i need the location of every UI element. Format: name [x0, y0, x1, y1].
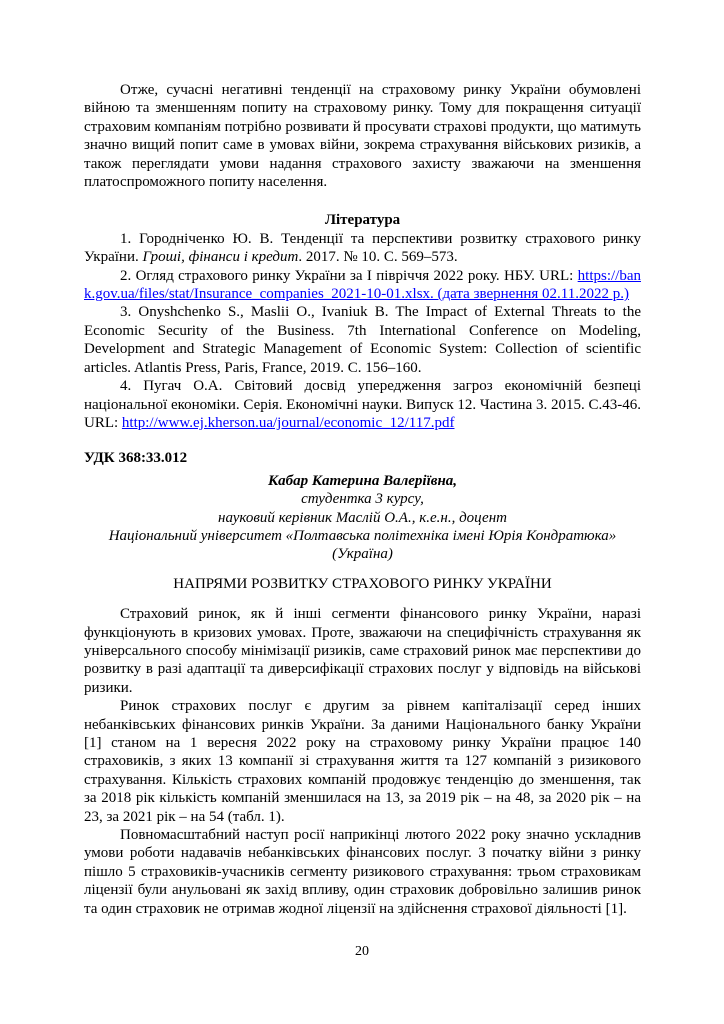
reference-item-1 — [84, 230, 641, 267]
page-content — [84, 81, 641, 918]
article-title: НАПРЯМИ РОЗВИТКУ СТРАХОВОГО РИНКУ УКРАЇНИ — [173, 575, 552, 592]
reference-1-text: 1. Городніченко Ю. В. Тенденції та перспективи розвитку страхового ринку України. — [84, 230, 641, 266]
reference-2-url-link[interactable]: https://bank.gov.ua/files/stat/Insurance_companies_2021-10-01.xlsx. (дата звернення 02.11.2022 р.) — [84, 267, 641, 303]
reference-1-journal-title: Гроші, фінанси і кредит — [142, 249, 299, 266]
body-paragraph-2: Ринок страхових послуг є другим за рівнем капіталізації серед інших небанківських фінансових ринків України. За даними Національного банку України [1] станом на 1 вересня 2022 року на страховому ринку України працює 140 страховиків, з яких 13 компанії зі страхування життя та 127 компаній з ризикового страхування. Кількість страхових компаній продовжує тенденцію до зменшення, так за 2018 рік кількість компаній зменшилася на 13, за 2019 рік – на 48, за 2020 рік – на 23, за 2021 рік – на 54 (табл. 1). — [84, 698, 641, 825]
reference-1-tail: . 2017. № 10. С. 569–573. — [298, 249, 458, 266]
reference-4-text: 4. Пугач О.А. Світовий досвід упередження загроз економічній безпеці національної економіки. Серія. Економічні науки. Випуск 12. Частина 3. 2015. С.43-46. URL: — [84, 378, 641, 431]
body-paragraph-1: Страховий ринок, як й інші сегменти фінансового ринку України, наразі функціонують в кризових умовах. Проте, зважаючи на специфічність страхування як універсального способу мінімізації ризиків, саме страховий ринок має перспективи до розвитку в разі адаптації та диверсифікації страхових послуг у відповідь на військові ризики. — [84, 606, 641, 696]
author-role: студентка 3 курсу, — [301, 491, 424, 508]
intro-paragraph: Отже, сучасні негативні тенденції на страховому ринку України обумовлені війною та зменшенням попиту на страховому ринку. Тому для покращення ситуації страховим компаніям потрібно розвивати й просувати страхові продукти, що матимуть значно вищий попит саме в умовах війни, зокрема страхування військових ризиків, а також переглядати умови надання страхового захисту зважаючи на зменшення платоспроможного попиту населення. — [84, 82, 641, 191]
reference-item-2 — [84, 267, 641, 304]
author-name: Кабар Катерина Валеріївна, — [267, 472, 458, 489]
page-number: 20 — [355, 944, 369, 959]
body-paragraph-3: Повномасштабний наступ росії наприкінці лютого 2022 року значно ускладнив умови роботи надавачів небанківських фінансових послуг. З початку війни з ринку пішло 5 страховиків-учасників сегменту ризикового страхування: трьом страховикам ліцензії були анульовані як захід впливу, один страховик добровільно залишив ринок та один страховик не отримав жодної ліцензії на здійснення страхової діяльності [1]. — [84, 827, 641, 917]
udc-code: УДК 368:33.012 — [84, 450, 188, 467]
supervisor-line: науковий керівник Маслій О.А., к.е.н., доцент — [218, 509, 507, 526]
reference-item-3: 3. Onyshchenko S., Maslii O., Ivaniuk B. The Impact of External Threats to the Economic Security of the Business. 7th International Conference on Modeling, Development and Strategic Management of Economic System: Collection of scientific articles. Atlantis Press, Paris, France, 2019. С. 156–160. — [84, 304, 641, 376]
reference-2-text: 2. Огляд страхового ринку України за І півріччя 2022 року. НБУ. URL: — [120, 267, 578, 284]
affiliation-line: Національний університет «Полтавська політехніка імені Юрія Кондратюка» (Україна) — [108, 527, 617, 563]
reference-item-4 — [84, 377, 641, 432]
reference-4-url-link[interactable]: http://www.ej.kherson.ua/journal/economic_12/117.pdf — [121, 414, 455, 431]
literature-heading: Література — [324, 212, 401, 229]
